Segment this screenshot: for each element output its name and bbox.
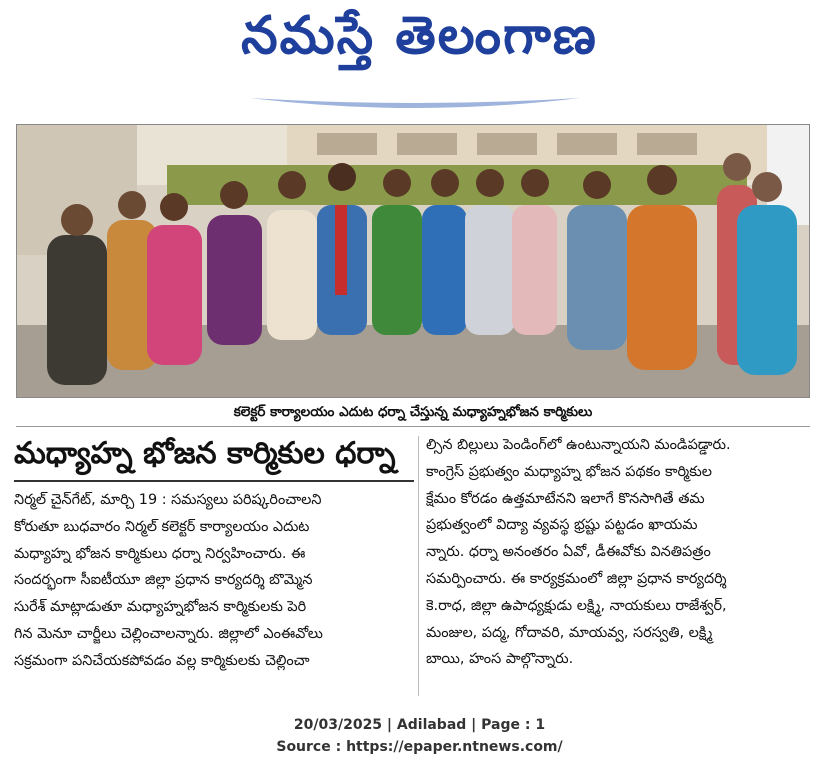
footer-source-line: Source : https://epaper.ntnews.com/ (276, 739, 563, 755)
article-line: బాయి, హంస పాల్గొన్నారు. (426, 651, 574, 668)
article-line: ప్రభుత్వంలో విద్యా వ్యవస్థ భ్రష్టు పట్టడం ఖాయమ (426, 517, 698, 534)
headline-rule (14, 480, 414, 482)
article-line: నిర్మల్ చైన్‌గేట్, మార్చి 19 : సమస్యలు పరిష్కరించాలని (14, 492, 322, 508)
article-line: కె.రాధ, జిల్లా ఉపాధ్యక్షుడు లక్ష్మి, నాయకులు రాజేశ్వర్, (426, 597, 727, 614)
article-line: కాంగ్రెస్ ప్రభుత్వం మధ్యాహ్న భోజన పథకం కార్మికుల (426, 463, 712, 480)
article-column-right (426, 432, 826, 673)
article-line: క్షేమం కోరడం ఉత్తమాటేనని ఇలాగే కొనసాగితే తమ (426, 490, 705, 507)
masthead-swoosh-decoration (250, 96, 580, 110)
article-line: మంజుల, పద్మ, గోదావరి, మాయవ్వ, సరస్వతి, లక్ష్మి (426, 624, 713, 641)
article-column-left (14, 487, 414, 675)
article-line: గిన మెనూ చార్జీలు చెల్లించాలన్నారు. జిల్లాలో ఎంఈవోలు (14, 625, 323, 642)
article-line: సురేశ్ మాట్లాడుతూ మధ్యాహ్నభోజన కార్మికులకు పెరి (14, 599, 307, 616)
column-divider (418, 436, 419, 696)
photo-caption: కలెక్టర్ కార్యాలయం ఎదుట ధర్నా చేస్తున్న మధ్యాహ్నభోజన కార్మికులు (16, 398, 810, 427)
masthead (0, 0, 839, 110)
newspaper-logo-title: నమస్తే తెలంగాణ (241, 6, 598, 66)
article-line: న్నారు. ధర్నా అనంతరం ఏవో, డీఈవోకు వినతిపత్రం (426, 544, 711, 561)
group-photo-icon (17, 125, 809, 397)
article-line: సమర్పించారు. ఈ కార్యక్రమంలో జిల్లా ప్రధాన కార్యదర్శి (426, 570, 727, 587)
footer-date-line: 20/03/2025 | Adilabad | Page : 1 (293, 717, 546, 733)
article-line: సందర్భంగా సీఐటీయూ జిల్లా ప్రధాన కార్యదర్శి బొమ్మెన (14, 572, 313, 589)
article-line: మధ్యాహ్న భోజన కార్మికులు ధర్నా నిర్వహించారు. ఈ (14, 545, 306, 562)
article-headline: మధ్యాహ్న భోజన కార్మికుల ధర్నా (14, 436, 396, 471)
news-photo (16, 124, 810, 398)
article-line: కోరుతూ బుధవారం నిర్మల్ కలెక్టర్ కార్యాలయం ఎదుట (14, 518, 310, 535)
article-line: ల్సిన బిల్లులు పెండింగ్‌లో ఉంటున్నాయని మండిపడ్డారు. (426, 437, 731, 453)
article-line: సక్రమంగా పనిచేయకపోవడం వల్ల కార్మికులకు చెల్లించా (14, 652, 310, 669)
